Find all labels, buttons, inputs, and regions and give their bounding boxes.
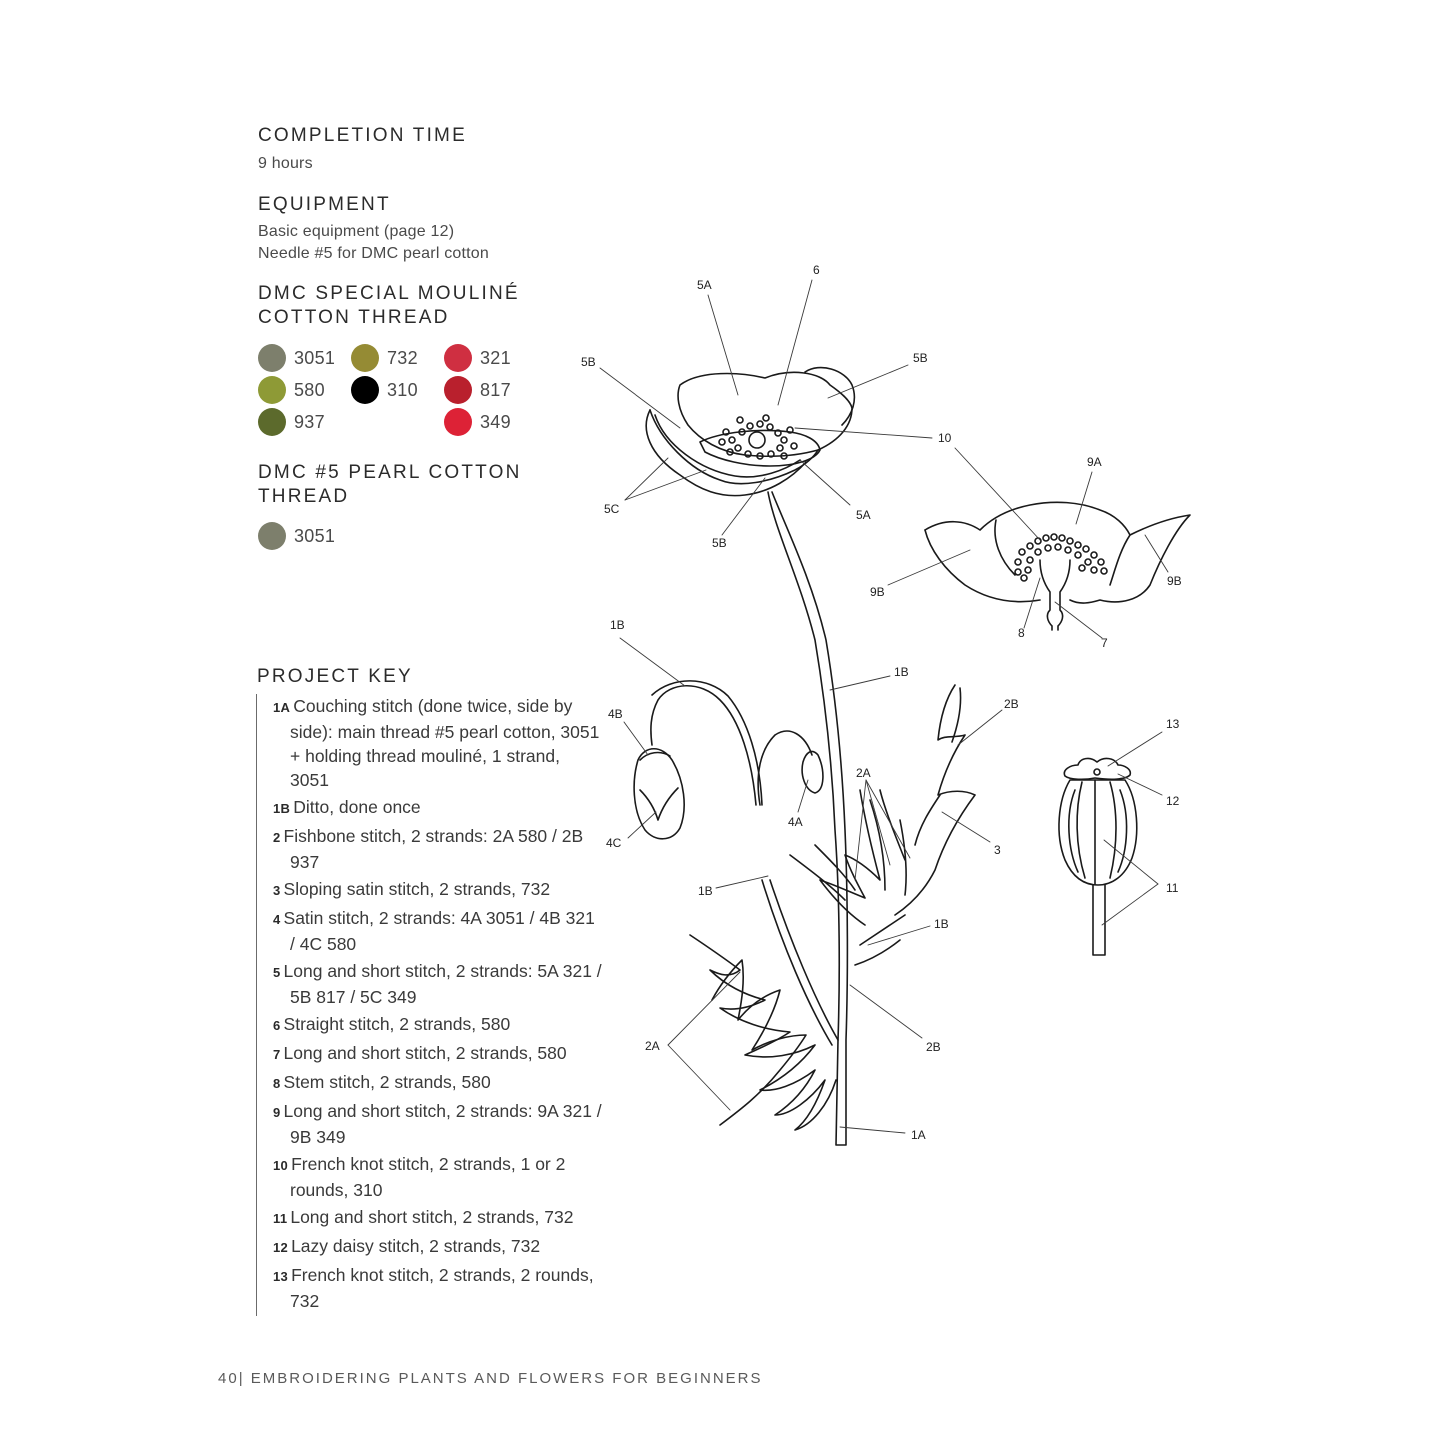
label-11: 11 bbox=[1166, 881, 1179, 895]
label-1b-stem: 1B bbox=[894, 665, 909, 679]
label-5b-left: 5B bbox=[581, 355, 596, 369]
key-item-text: Straight stitch, 2 strands, 580 bbox=[283, 1014, 511, 1034]
label-5b-bottom: 5B bbox=[712, 536, 727, 550]
diagram-labels bbox=[581, 263, 1182, 1142]
key-item-text: Couching stitch (done twice, side by side): main thread #5 pearl cotton, 3051 + holding thread mouliné, 1 strand, 3051 bbox=[290, 696, 600, 790]
label-5c: 5C bbox=[604, 502, 620, 516]
swatch-code: 3051 bbox=[294, 525, 336, 546]
label-5a-bottom: 5A bbox=[856, 508, 871, 522]
key-item-number: 1A bbox=[273, 700, 291, 715]
footer-separator: | bbox=[238, 1370, 245, 1387]
key-item-number: 13 bbox=[273, 1269, 289, 1284]
label-4c: 4C bbox=[606, 836, 622, 850]
label-1b-right: 1B bbox=[934, 917, 949, 931]
key-item-number: 3 bbox=[273, 883, 281, 898]
swatch-code: 817 bbox=[480, 379, 511, 400]
key-item-number: 9 bbox=[273, 1105, 281, 1120]
label-8: 8 bbox=[1018, 626, 1025, 640]
key-item-text: Sloping satin stitch, 2 strands, 732 bbox=[283, 879, 551, 899]
key-item-text: Lazy daisy stitch, 2 strands, 732 bbox=[291, 1236, 541, 1256]
swatch-code: 3051 bbox=[294, 347, 336, 368]
swatch-code: 321 bbox=[480, 347, 511, 368]
main-poppy-flower bbox=[646, 368, 854, 496]
equipment-line-2: Needle #5 for DMC pearl cotton bbox=[258, 245, 489, 262]
label-1a: 1A bbox=[911, 1128, 926, 1142]
bud-stem bbox=[651, 686, 756, 805]
label-5a-top: 5A bbox=[697, 278, 712, 292]
leaf-2b-top bbox=[895, 685, 975, 915]
main-stem bbox=[768, 492, 847, 1145]
key-item-number: 6 bbox=[273, 1018, 281, 1033]
key-item-text: Stem stitch, 2 strands, 580 bbox=[283, 1072, 491, 1092]
pearl-heading-line-1: DMC #5 PEARL COTTON bbox=[258, 462, 522, 483]
leaf-2a-right bbox=[820, 790, 880, 925]
key-item-number: 12 bbox=[273, 1240, 289, 1255]
label-6: 6 bbox=[813, 263, 820, 277]
key-item-number: 11 bbox=[273, 1211, 288, 1226]
label-2b-top: 2B bbox=[1004, 697, 1019, 711]
key-item-number: 7 bbox=[273, 1047, 281, 1062]
completion-time-value: 9 hours bbox=[258, 155, 313, 172]
swatch-code: 732 bbox=[387, 347, 418, 368]
key-item-text: French knot stitch, 2 strands, 2 rounds, 732 bbox=[290, 1265, 594, 1311]
pearl-heading-line-2: THREAD bbox=[258, 486, 350, 507]
key-item-text: French knot stitch, 2 strands, 1 or 2 rounds, 310 bbox=[290, 1154, 566, 1200]
mouline-heading-line-2: COTTON THREAD bbox=[258, 307, 450, 328]
key-item-text: Long and short stitch, 2 strands, 580 bbox=[283, 1043, 567, 1063]
equipment-heading: EQUIPMENT bbox=[258, 194, 391, 215]
label-2b-bottom: 2B bbox=[926, 1040, 941, 1054]
book-title: EMBROIDERING PLANTS AND FLOWERS FOR BEGINNERS bbox=[250, 1370, 763, 1387]
swatch-code: 349 bbox=[480, 411, 511, 432]
key-item-number: 8 bbox=[273, 1076, 281, 1091]
key-item-text: Long and short stitch, 2 strands: 9A 321 / 9B 349 bbox=[283, 1101, 602, 1147]
label-12: 12 bbox=[1166, 794, 1180, 808]
mouline-heading-line-1: DMC SPECIAL MOULINÉ bbox=[258, 283, 520, 304]
label-1b-top: 1B bbox=[610, 618, 625, 632]
label-4b: 4B bbox=[608, 707, 623, 721]
leader-lines bbox=[600, 280, 1168, 1133]
label-10: 10 bbox=[938, 431, 952, 445]
key-item-text: Ditto, done once bbox=[293, 797, 421, 817]
label-9b-left: 9B bbox=[870, 585, 885, 599]
key-item-text: Satin stitch, 2 strands: 4A 3051 / 4B 321 / 4C 580 bbox=[283, 908, 595, 954]
equipment-line-1: Basic equipment (page 12) bbox=[258, 223, 455, 240]
label-13: 13 bbox=[1166, 717, 1180, 731]
swatch-code: 310 bbox=[387, 379, 418, 400]
key-item-text: Long and short stitch, 2 strands, 732 bbox=[290, 1207, 574, 1227]
key-item-number: 4 bbox=[273, 912, 281, 927]
key-item-text: Fishbone stitch, 2 strands: 2A 580 / 2B 937 bbox=[283, 826, 584, 872]
label-9a: 9A bbox=[1087, 455, 1102, 469]
key-item-number: 2 bbox=[273, 830, 281, 845]
cross-section-knots bbox=[1015, 534, 1107, 581]
label-2a-left: 2A bbox=[645, 1039, 660, 1053]
label-7: 7 bbox=[1101, 636, 1108, 650]
label-3: 3 bbox=[994, 843, 1001, 857]
label-9b-right: 9B bbox=[1167, 574, 1182, 588]
key-item-number: 1B bbox=[273, 801, 291, 816]
swatch-code: 580 bbox=[294, 379, 325, 400]
key-item-number: 5 bbox=[273, 965, 281, 980]
label-2a-top: 2A bbox=[856, 766, 871, 780]
label-5b-right: 5B bbox=[913, 351, 928, 365]
label-1b-lower: 1B bbox=[698, 884, 713, 898]
project-key-heading: PROJECT KEY bbox=[257, 666, 413, 687]
key-item-text: Long and short stitch, 2 strands: 5A 321 / 5B 817 / 5C 349 bbox=[283, 961, 602, 1007]
key-item-number: 10 bbox=[273, 1158, 289, 1173]
flower-cross-section bbox=[925, 502, 1190, 630]
completion-time-heading: COMPLETION TIME bbox=[258, 125, 467, 146]
label-4a: 4A bbox=[788, 815, 803, 829]
page-number: 40 bbox=[218, 1370, 239, 1387]
swatch-code: 937 bbox=[294, 411, 325, 432]
